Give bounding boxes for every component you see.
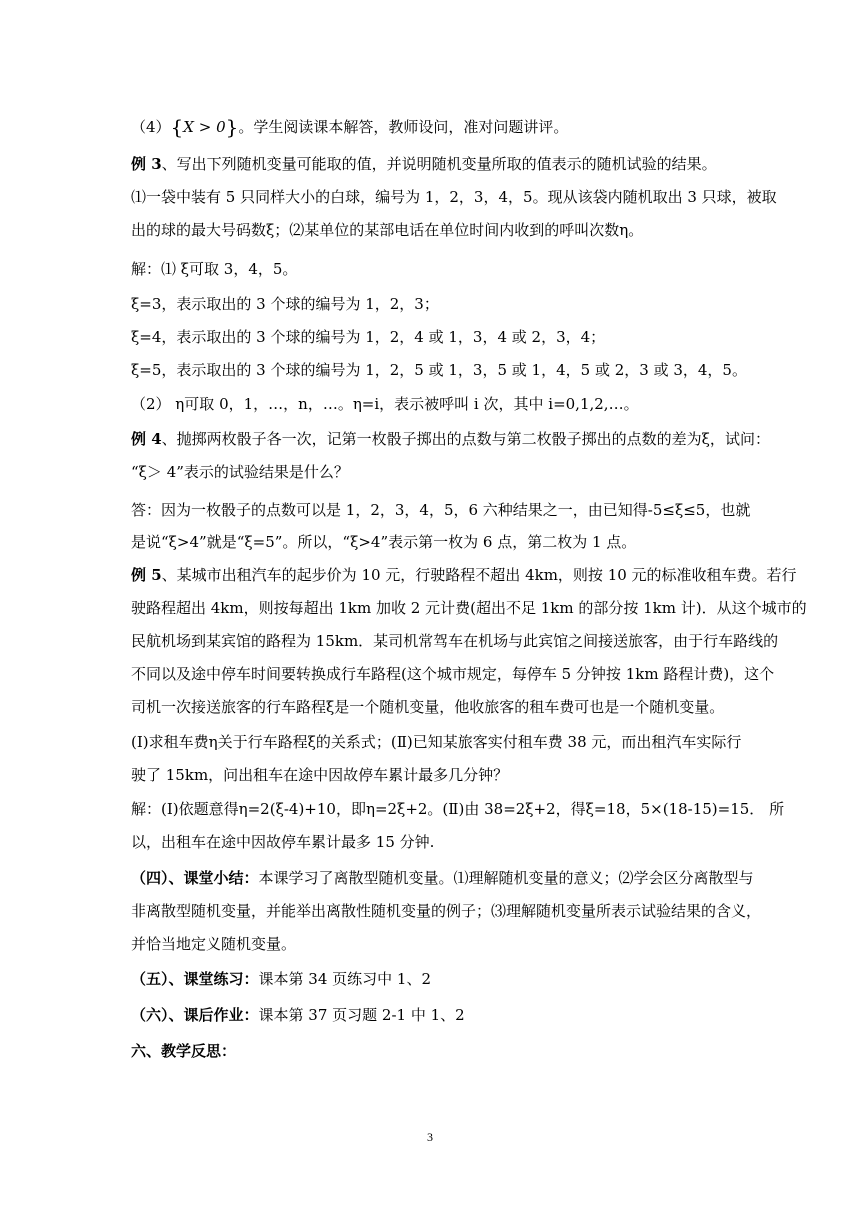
math-expression: {X > 0} (170, 115, 239, 139)
text-line: 答：因为一枚骰子的点数可以是 1，2，3，4，5，6 六种结果之一，由已知得-5≤ξ≤5，也就 (131, 501, 751, 519)
text-line: 并恰当地定义随机变量。 (131, 935, 297, 953)
example-3-label: 例 3 (131, 155, 162, 173)
section-4-text: 本课学习了离散型随机变量。⑴理解随机变量的意义；⑵学会区分离散型与 (258, 869, 754, 887)
text-line: ξ=4，表示取出的 3 个球的编号为 1，2，4 或 1，3，4 或 2，3，4； (131, 328, 606, 346)
text-line: ξ=5，表示取出的 3 个球的编号为 1，2，5 或 1，3，5 或 1，4，5 或 2，3 或 3，4，5。 (131, 361, 747, 379)
section-6-line (131, 1004, 465, 1026)
text-line: “ξ＞ 4”表示的试验结果是什么？ (131, 463, 349, 481)
section-5-label: （五）、课堂练习： (131, 970, 259, 988)
section-6-text: 课本第 37 页习题 2-1 中 1、2 (258, 1006, 465, 1024)
text-line: (Ⅰ)求租车费η关于行车路程ξ的关系式；(Ⅱ)已知某旅客实付租车费 38 元，而出租汽车实际行 (131, 733, 742, 751)
text-line: 以，出租车在途中因故停车累计最多 15 分钟. (131, 833, 435, 851)
section-5-line (131, 968, 431, 990)
section-4-label: （四）、课堂小结： (131, 869, 259, 887)
text-line: （2） η可取 0，1，…，n，…。η=i，表示被呼叫 i 次，其中 i=0,1,2,…。 (131, 395, 639, 413)
item-4-line (131, 116, 568, 138)
text-line: 不同以及途中停车时间要转换成行车路程(这个城市规定，每停车 5 分钟按 1km 路程计费)，这个 (131, 665, 775, 683)
text-line: 民航机场到某宾馆的路程为 15km．某司机常驾车在机场与此宾馆之间接送旅客，由于行车路线的 (131, 632, 779, 650)
text-line: ⑴一袋中装有 5 只同样大小的白球，编号为 1，2，3，4，5。现从该袋内随机取出 3 只球，被取 (131, 188, 777, 206)
example-5-label: 例 5 (131, 566, 162, 584)
teaching-reflection-heading: 六、教学反思： (131, 1042, 237, 1060)
example-5-text: 、某城市出租汽车的起步价为 10 元，行驶路程不超出 4km，则按 10 元的标准收租车费。若行 (161, 566, 797, 584)
text-line: 司机一次接送旅客的行车路程ξ是一个随机变量，他收旅客的租车费可也是一个随机变量。 (131, 698, 725, 716)
example-4-line (131, 428, 770, 450)
page-number: 3 (427, 1130, 433, 1144)
section-4-line (131, 867, 754, 889)
text-line: 是说“ξ>4”就是“ξ=5”。所以，“ξ>4”表示第一枚为 6 点，第二枚为 1 点。 (131, 533, 637, 551)
item-4-prefix: （4） (131, 118, 171, 136)
text-line: 解：⑴ ξ可取 3，4，5。 (131, 260, 298, 278)
example-5-line (131, 564, 797, 586)
text-line: 非离散型随机变量，并能举出离散性随机变量的例子；⑶理解随机变量所表示试验结果的含义， (131, 902, 762, 920)
example-3-text: 、写出下列随机变量可能取的值，并说明随机变量所取的值表示的随机试验的结果。 (161, 155, 717, 173)
section-5-text: 课本第 34 页练习中 1、2 (258, 970, 431, 988)
example-3-line (131, 153, 717, 175)
text-line: ξ=3，表示取出的 3 个球的编号为 1，2，3； (131, 295, 439, 313)
section-6-label: （六）、课后作业： (131, 1006, 259, 1024)
example-4-text: 、抛掷两枚骰子各一次，记第一枚骰子掷出的点数与第二枚骰子掷出的点数的差为ξ，试问： (161, 430, 770, 448)
item-4-text: 。学生阅读课本解答，教师设问，准对问题讲评。 (238, 118, 569, 136)
text-line: 驶了 15km，问出租车在途中因故停车累计最多几分钟？ (131, 766, 509, 784)
text-line: 出的球的最大号码数ξ；⑵某单位的某部电话在单位时间内收到的呼叫次数η。 (131, 221, 644, 239)
text-line: 解：(Ⅰ)依题意得η=2(ξ-4)+10，即η=2ξ+2。(Ⅱ)由 38=2ξ+2，得ξ=18，5×(18-15)=15． 所 (131, 800, 785, 818)
text-line: 驶路程超出 4km，则按每超出 1km 加收 2 元计费(超出不足 1km 的部分按 1km 计)．从这个城市的 (131, 599, 807, 617)
example-4-label: 例 4 (131, 430, 162, 448)
